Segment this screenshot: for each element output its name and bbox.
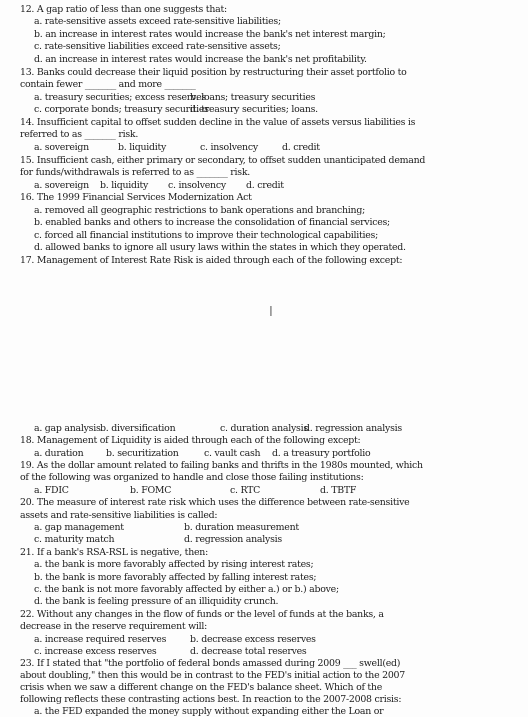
question-19-stem-line-1: 19. As the dollar amount related to failing banks and thrifts in the 1980s mounted, which [20,460,423,471]
question-23-line-5: a. the FED expanded the money supply without expanding either the Loan or [34,706,384,717]
question-18-option-a: a. duration [34,448,84,459]
question-16-stem: 16. The 1999 Financial Services Modernization Act [20,192,252,203]
question-22-option-c: c. increase excess reserves [34,646,157,657]
question-12-option-c: c. rate-sensitive liabilities exceed rate-sensitive assets; [34,41,281,52]
question-15-stem-line-2: for funds/withdrawals is referred to as _______ risk. [20,167,250,178]
question-22-option-d: d. decrease total reserves [190,646,307,657]
question-14-option-a: a. sovereign [34,142,89,153]
question-20-options [34,522,514,533]
question-18-option-b: b. securitization [106,448,179,459]
question-17-option-b: b. diversification [100,423,176,434]
text-cursor-icon: I [269,305,273,320]
question-15-stem-line-1: 15. Insufficient cash, either primary or secondary, to offset sudden unanticipated demand [20,155,426,166]
question-13-stem-line-1: 13. Banks could decrease their liquid position by restructuring their asset portfolio to [20,67,407,78]
question-21-option-c: c. the bank is not more favorably affected by either a.) or b.) above; [34,584,339,595]
question-18-option-c: c. vault cash [204,448,261,459]
question-12-option-a: a. rate-sensitive assets exceed rate-sensitive liabilities; [34,16,281,27]
question-20-option-c: c. maturity match [34,534,115,545]
question-17-options [34,423,514,434]
question-22-option-b: b. decrease excess reserves [190,634,316,645]
question-23-line-3: crisis when we saw a different change on the FED's balance sheet. Which of the [20,682,383,693]
question-17-option-a: a. gap analysis [34,423,101,434]
question-19-stem-line-2: of the following was organized to handle and close those failing institutions: [20,472,364,483]
question-14-option-c: c. insolvency [200,142,258,153]
question-15-option-c: c. insolvency [168,180,226,191]
question-12-stem: 12. A gap ratio of less than one suggests that: [20,4,227,15]
question-13-options [34,92,514,103]
question-17-option-c: c. duration analysis [220,423,308,434]
question-22-options-2 [34,646,514,657]
question-17-option-d: d. regression analysis [304,423,402,434]
question-18-options [34,448,514,459]
question-20-option-a: a. gap management [34,522,124,533]
question-16-option-b: b. enabled banks and others to increase the consolidation of financial services; [34,217,390,228]
question-23-line-4: following reflects these contrasting actions best. In reaction to the 2007-2008 crisis: [20,694,402,705]
question-14-options [34,142,514,153]
question-23-line-2: about doubling," then this would be in contrast to the FED's initial action to the 2007 [20,670,405,681]
question-19-option-d: d. TBTF [320,485,357,496]
question-14-option-d: d. credit [282,142,320,153]
question-21-stem: 21. If a bank's RSA-RSL is negative, then: [20,547,208,558]
question-14-stem-line-1: 14. Insufficient capital to offset sudden decline in the value of assets versus liabilities is [20,117,416,128]
question-15-option-b: b. liquidity [100,180,149,191]
question-20-option-b: b. duration measurement [184,522,299,533]
question-19-option-c: c. RTC [230,485,261,496]
question-21-option-a: a. the bank is more favorably affected by rising interest rates; [34,559,314,570]
question-17-stem: 17. Management of Interest Rate Risk is aided through each of the following except: [20,255,403,266]
question-14-stem-line-2: referred to as _______ risk. [20,129,139,140]
question-22-option-a: a. increase required reserves [34,634,167,645]
question-18-stem: 18. Management of Liquidity is aided through each of the following except: [20,435,361,446]
question-15-option-d: d. credit [246,180,284,191]
question-19-options [34,485,514,496]
question-16-option-a: a. removed all geographic restrictions to bank operations and branching; [34,205,366,216]
question-12-option-b: b. an increase in interest rates would increase the bank's net interest margin; [34,29,386,40]
question-12-option-d: d. an increase in interest rates would increase the bank's net profitability. [34,54,367,65]
question-22-stem-line-1: 22. Without any changes in the flow of funds or the level of funds at the banks, a [20,609,384,620]
question-13-option-b: b. loans; treasury securities [190,92,316,103]
question-23-line-1: 23. If I stated that "the portfolio of federal bonds amassed during 2009 ___ swell(ed) [20,658,401,669]
question-20-option-d: d. regression analysis [184,534,282,545]
question-22-stem-line-2: decrease in the reserve requirement will: [20,621,208,632]
question-19-option-a: a. FDIC [34,485,69,496]
question-21-option-b: b. the bank is more favorably affected by falling interest rates; [34,572,317,583]
question-22-options [34,634,514,645]
question-18-option-d: d. a treasury portfolio [272,448,371,459]
question-14-option-b: b. liquidity [118,142,167,153]
question-13-options-2 [34,104,514,115]
question-16-option-c: c. forced all financial institutions to improve their technological capabilities; [34,230,379,241]
question-15-options [34,180,514,191]
question-20-stem-line-2: assets and rate-sensitive liabilities is called: [20,510,218,521]
question-15-option-a: a. sovereign [34,180,89,191]
question-16-option-d: d. allowed banks to ignore all usury laws within the states in which they operated. [34,242,406,253]
question-13-option-a: a. treasury securities; excess reserves [34,92,206,103]
question-19-option-b: b. FOMC [130,485,172,496]
question-20-stem-line-1: 20. The measure of interest rate risk which uses the difference between rate-sensitive [20,497,410,508]
question-13-option-c: c. corporate bonds; treasury securities [34,104,209,115]
question-13-option-d: d. treasury securities; loans. [190,104,318,115]
question-13-stem-line-2: contain fewer _______ and more _______ [20,79,196,90]
question-21-option-d: d. the bank is feeling pressure of an illiquidity crunch. [34,596,279,607]
question-20-options-2 [34,534,514,545]
